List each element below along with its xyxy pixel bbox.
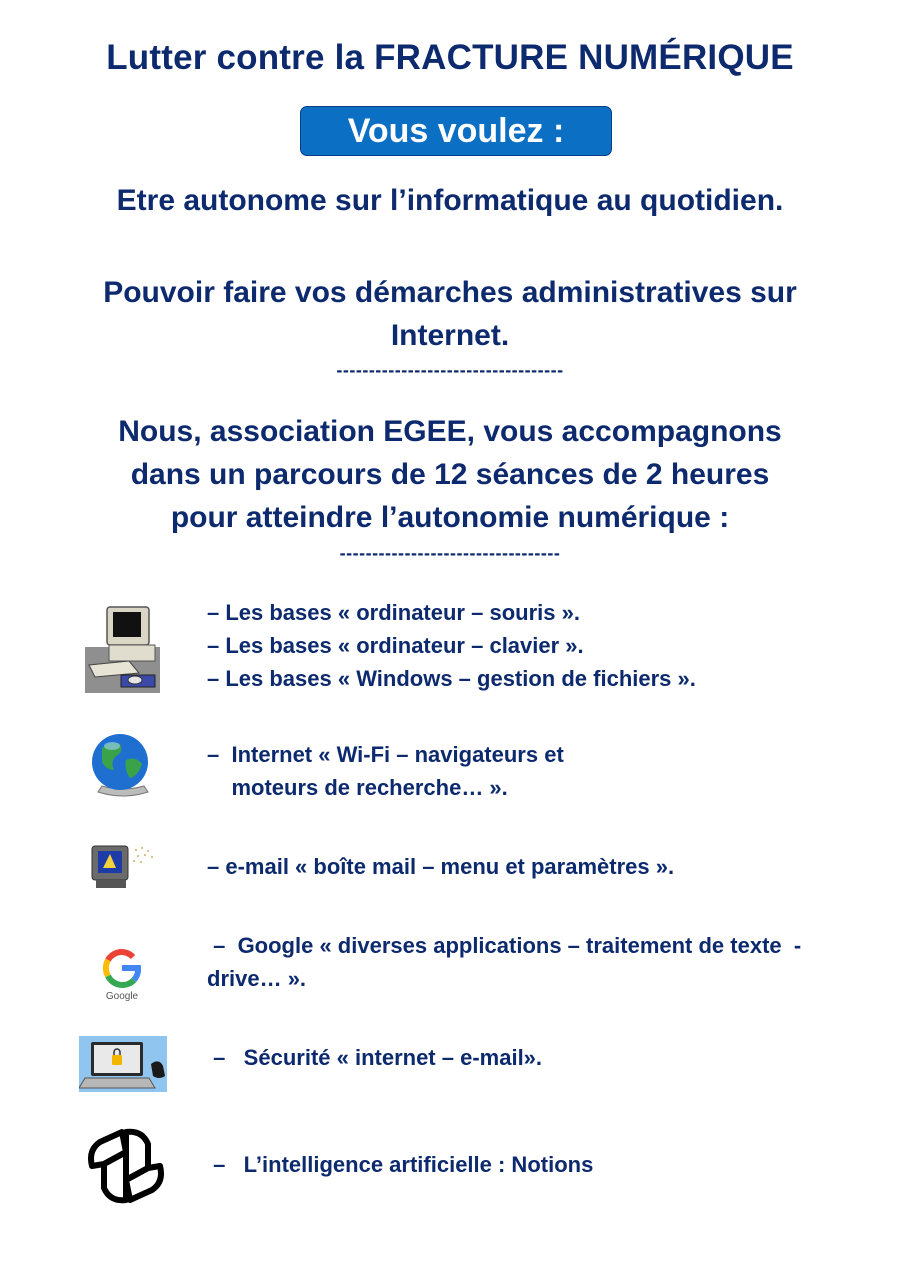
intro-line1: Nous, association EGEE, vous accompagnons bbox=[118, 415, 782, 448]
list-item: – Sécurité « internet – e-mail». bbox=[207, 1045, 543, 1070]
vous-voulez-banner: Vous voulez : bbox=[300, 106, 612, 156]
google-section bbox=[207, 929, 801, 995]
google-logo-icon bbox=[98, 948, 146, 1006]
list-item: drive… ». bbox=[207, 966, 307, 991]
computer-icon bbox=[85, 603, 160, 693]
google-g-icon bbox=[102, 948, 142, 988]
internet-section bbox=[207, 738, 564, 804]
intro-line2: dans un parcours de 12 séances de 2 heures bbox=[130, 458, 770, 491]
globe-icon bbox=[88, 730, 158, 802]
want-admin bbox=[0, 271, 900, 357]
want-admin-line1: Pouvoir faire vos démarches administratives sur bbox=[103, 276, 797, 309]
ai-section bbox=[207, 1148, 593, 1181]
laptop-lock-icon bbox=[79, 1036, 167, 1092]
computer-section bbox=[207, 596, 696, 695]
list-item: – L’intelligence artificielle : Notions bbox=[207, 1152, 594, 1177]
intro-line3: pour atteindre l’autonomie numérique : bbox=[170, 501, 730, 534]
separator-top: ----------------------------------- bbox=[336, 360, 564, 380]
security-section bbox=[207, 1041, 542, 1074]
separator-bottom: ---------------------------------- bbox=[339, 543, 561, 563]
intro-paragraph bbox=[0, 410, 900, 539]
google-logo-text: Google bbox=[105, 991, 139, 1002]
list-item: moteurs de recherche… ». bbox=[207, 775, 508, 800]
list-item: – Les bases « ordinateur – souris ». bbox=[207, 600, 580, 625]
openai-logo-icon bbox=[84, 1124, 168, 1208]
page-title: Lutter contre la FRACTURE NUMÉRIQUE bbox=[106, 38, 794, 77]
want-autonomy: Etre autonome sur l’informatique au quotidien. bbox=[116, 184, 784, 217]
want-admin-line2: Internet. bbox=[390, 319, 510, 352]
list-item: – Les bases « Windows – gestion de fichiers ». bbox=[207, 666, 696, 691]
list-item: – Google « diverses applications – traitement de texte - bbox=[207, 933, 802, 958]
list-item: – e-mail « boîte mail – menu et paramètres ». bbox=[207, 854, 675, 879]
email-computer-icon bbox=[90, 842, 158, 892]
email-section bbox=[207, 850, 674, 883]
list-item: – Internet « Wi-Fi – navigateurs et bbox=[207, 742, 564, 767]
list-item: – Les bases « ordinateur – clavier ». bbox=[207, 633, 584, 658]
